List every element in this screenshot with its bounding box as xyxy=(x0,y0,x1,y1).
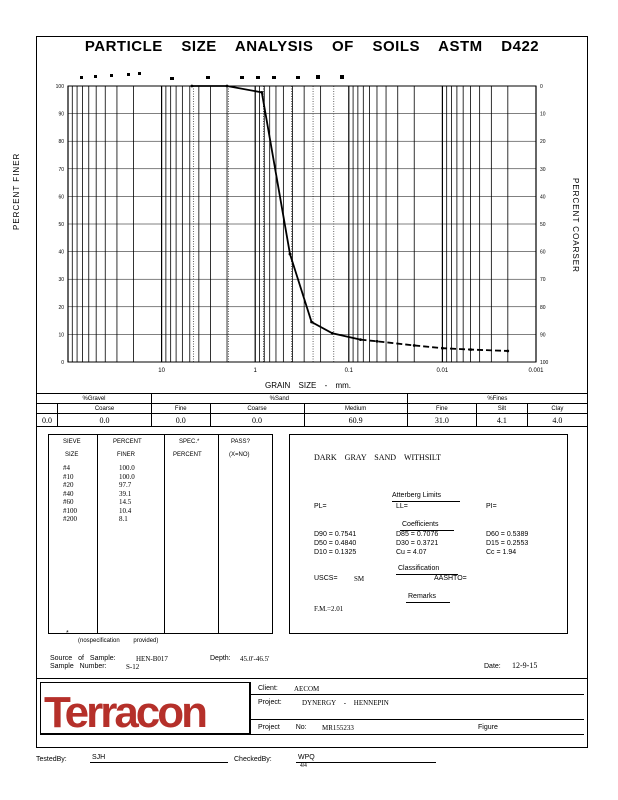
y-tick-label-left: 40 xyxy=(58,249,64,256)
percent-header: PERCENT xyxy=(113,439,142,445)
y-tick-label-left: 30 xyxy=(58,277,64,284)
sieve-marker xyxy=(110,74,113,77)
y-tick-label-right: 80 xyxy=(540,304,546,311)
sieve-col-spec xyxy=(164,435,219,633)
sieve-marker xyxy=(340,75,344,79)
sieve-header: SIEVE xyxy=(63,439,81,445)
project-value: DYNERGY - HENNEPIN xyxy=(302,699,389,707)
gravel-header: %Gravel xyxy=(37,394,152,404)
sieve-marker xyxy=(80,76,83,79)
titleblock-top xyxy=(36,678,588,679)
data-point xyxy=(359,338,362,341)
sieve-marker xyxy=(170,77,174,80)
x-tick-label: 0.1 xyxy=(344,368,353,374)
d85-value: D85 = 0.7076 xyxy=(396,531,439,538)
remarks-value: F.M.=2.01 xyxy=(314,605,344,613)
sieve-finer-cell: 97.7 xyxy=(119,481,132,489)
date-label: Date: xyxy=(484,663,501,670)
y-tick-label-left: 90 xyxy=(58,111,64,118)
sieve-marker xyxy=(240,76,244,79)
client-value: AECOM xyxy=(294,685,320,693)
remarks-underline xyxy=(406,602,450,603)
tested-by-label: TestedBy: xyxy=(36,756,67,763)
clay-header: Clay xyxy=(527,404,587,414)
size-subheader: SIZE xyxy=(65,452,79,458)
d15-value: D15 = 0.2553 xyxy=(486,540,529,547)
tested-by-line xyxy=(90,762,228,763)
data-point xyxy=(413,344,416,347)
report-title: PARTICLE SIZE ANALYSIS OF SOILS ASTM D422 xyxy=(84,38,540,55)
sand-coarse-header: Coarse xyxy=(210,404,304,414)
fraction-value: 4.0 xyxy=(527,414,587,427)
sieve-marker xyxy=(94,75,97,78)
sieve-marker xyxy=(206,76,210,79)
remarks-title: Remarks xyxy=(408,593,437,600)
sieve-finer-cell: 100.0 xyxy=(119,472,135,481)
sieve-size-cell: #200 xyxy=(63,515,77,523)
d30-value: D30 = 0.3721 xyxy=(396,540,439,547)
d60-value: D60 = 0.5389 xyxy=(486,531,529,538)
x-tick-label: 0.001 xyxy=(528,368,544,374)
sieve-marker xyxy=(127,73,130,76)
figure-label: Figure xyxy=(478,724,498,731)
sieve-marker xyxy=(272,76,276,79)
depth-value: 45.0'-46.5' xyxy=(240,655,270,663)
y-tick-label-right: 20 xyxy=(540,139,546,146)
sieve-marker xyxy=(296,76,300,79)
sieve-finer-cell: 8.1 xyxy=(119,515,128,523)
y-tick-label-right: 60 xyxy=(540,249,546,256)
sample-label: Sample Number: xyxy=(50,663,107,670)
atterberg-title: Atterberg Limits xyxy=(392,492,442,499)
y-tick-label-left: 60 xyxy=(58,194,64,201)
tested-by-value: SJH xyxy=(92,754,106,761)
sieve-marker xyxy=(316,75,320,79)
hydrometer-curve xyxy=(360,340,507,351)
y-tick-label-right: 50 xyxy=(540,222,546,228)
pl-label: PL= xyxy=(314,503,327,510)
sieve-size-cell: #10 xyxy=(63,472,74,481)
fraction-value: 0.0 xyxy=(151,414,210,427)
spec-header: SPEC.* xyxy=(179,439,200,445)
pi-label: PI= xyxy=(486,503,497,510)
fraction-value: 4.1 xyxy=(477,414,528,427)
data-point xyxy=(441,347,444,350)
data-point xyxy=(190,85,193,88)
y-tick-label-left: 0 xyxy=(61,360,64,366)
titleblock-row2 xyxy=(250,719,584,720)
sieve-size-cell: #4 xyxy=(63,464,70,472)
spec-percent-subheader: PERCENT xyxy=(173,452,202,458)
uscs-value: SM xyxy=(354,575,365,583)
y-tick-label-right: 40 xyxy=(540,194,546,201)
soil-properties xyxy=(289,434,568,634)
y-axis-label-left: PERCENT FINER xyxy=(12,152,21,230)
fraction-value: 60.9 xyxy=(304,414,407,427)
project-no-label: Project No: xyxy=(258,724,307,731)
cu-value: Cu = 4.07 xyxy=(396,549,427,556)
classification-title: Classification xyxy=(398,565,440,572)
sand-header: %Sand xyxy=(151,394,407,404)
aashto-label: AASHTO= xyxy=(434,575,467,582)
cobbles-spacer xyxy=(37,404,58,414)
y-tick-label-left: 70 xyxy=(58,166,64,173)
d90-value: D90 = 0.7541 xyxy=(314,531,357,538)
d10-value: D10 = 0.1325 xyxy=(314,549,357,556)
sieve-finer-cell: 14.5 xyxy=(119,498,132,506)
silt-header: Silt xyxy=(477,404,528,414)
data-point xyxy=(260,91,263,94)
fraction-value: 0.0 xyxy=(37,414,58,427)
fraction-value: 31.0 xyxy=(407,414,476,427)
sieve-finer-cell: 39.1 xyxy=(119,489,132,498)
project-no-value: MR155233 xyxy=(322,724,354,732)
depth-label: Depth: xyxy=(210,655,231,662)
sand-fine-header: Fine xyxy=(407,404,476,414)
fraction-table xyxy=(36,393,588,427)
sieve-marker xyxy=(256,76,260,79)
data-point xyxy=(226,85,229,88)
x-tick-label: 10 xyxy=(158,368,165,374)
sieve-finer-cell: 100.0 xyxy=(119,464,135,472)
fraction-value: 0.0 xyxy=(58,414,152,427)
date-value: 12-9-15 xyxy=(512,661,538,670)
titleblock-divider xyxy=(250,682,251,734)
data-point xyxy=(469,348,472,351)
gravel-fine-header: Fine xyxy=(151,404,210,414)
sieve-col-size xyxy=(49,435,98,633)
checked-by-label: CheckedBy: xyxy=(234,756,272,763)
sample-value: S-12 xyxy=(126,663,140,671)
x-axis-label: GRAIN SIZE - mm. xyxy=(265,381,351,390)
y-tick-label-left: 80 xyxy=(58,139,64,146)
project-label: Project: xyxy=(258,699,282,706)
fraction-value: 0.0 xyxy=(210,414,304,427)
y-tick-label-left: 50 xyxy=(58,222,64,228)
atterberg-underline xyxy=(392,501,460,502)
y-tick-label-left: 10 xyxy=(58,332,64,339)
source-label: Source of Sample: xyxy=(50,655,116,662)
sieve-finer-cell: 10.4 xyxy=(119,506,132,515)
data-point xyxy=(376,340,379,343)
ll-label: LL= xyxy=(396,503,408,510)
sieve-marker xyxy=(138,72,141,75)
pass-header: PASS? xyxy=(231,439,250,445)
y-tick-label-right: 30 xyxy=(540,166,546,173)
data-point xyxy=(289,253,292,256)
grain-size-chart xyxy=(36,82,588,387)
y-axis-label-right: PERCENT COARSER xyxy=(571,178,580,273)
source-value: HEN-B017 xyxy=(136,655,168,663)
coefficients-title: Coefficients xyxy=(402,521,439,528)
titleblock-row1 xyxy=(250,694,584,695)
sieve-size-cell: #40 xyxy=(63,489,74,498)
y-tick-label-right: 10 xyxy=(540,111,546,118)
y-tick-label-right: 90 xyxy=(540,332,546,339)
data-point xyxy=(506,350,509,353)
fines-header: %Fines xyxy=(407,394,587,404)
titleblock-bottom xyxy=(40,734,584,735)
cc-value: Cc = 1.94 xyxy=(486,549,517,556)
y-tick-label-left: 20 xyxy=(58,304,64,311)
soil-description: DARK GRAY SAND WITHSILT xyxy=(314,453,441,462)
uscs-label: USCS= xyxy=(314,575,338,582)
gravel-coarse-header: Coarse xyxy=(58,404,152,414)
data-point xyxy=(310,321,313,324)
y-tick-label-right: 100 xyxy=(540,360,549,366)
terracon-logo: Terracon xyxy=(44,688,206,737)
y-tick-label-right: 70 xyxy=(540,277,546,284)
y-tick-label-left: 100 xyxy=(55,84,64,90)
y-tick-label-right: 0 xyxy=(540,84,543,90)
data-point xyxy=(331,332,334,335)
sieve-table xyxy=(48,434,273,634)
sieve-size-cell: #100 xyxy=(63,506,77,515)
x-tick-label: 1 xyxy=(253,368,257,374)
sieve-size-cell: #20 xyxy=(63,481,74,489)
pass-subheader: (X=NO) xyxy=(229,452,250,458)
sand-medium-header: Medium xyxy=(304,404,407,414)
client-label: Client: xyxy=(258,685,278,692)
sieve-size-cell: #60 xyxy=(63,498,74,506)
checked-by-sub: 4/4 xyxy=(300,763,307,769)
checked-by-value: WPQ xyxy=(298,754,315,761)
spec-footnote: (nospecification provided) xyxy=(78,638,159,644)
x-tick-label: 0.01 xyxy=(436,368,449,374)
sieve-markers xyxy=(70,64,360,82)
d50-value: D50 = 0.4840 xyxy=(314,540,357,547)
checked-by-line xyxy=(296,762,436,763)
footnote-mark: * xyxy=(66,630,69,637)
finer-subheader: FINER xyxy=(117,452,135,458)
